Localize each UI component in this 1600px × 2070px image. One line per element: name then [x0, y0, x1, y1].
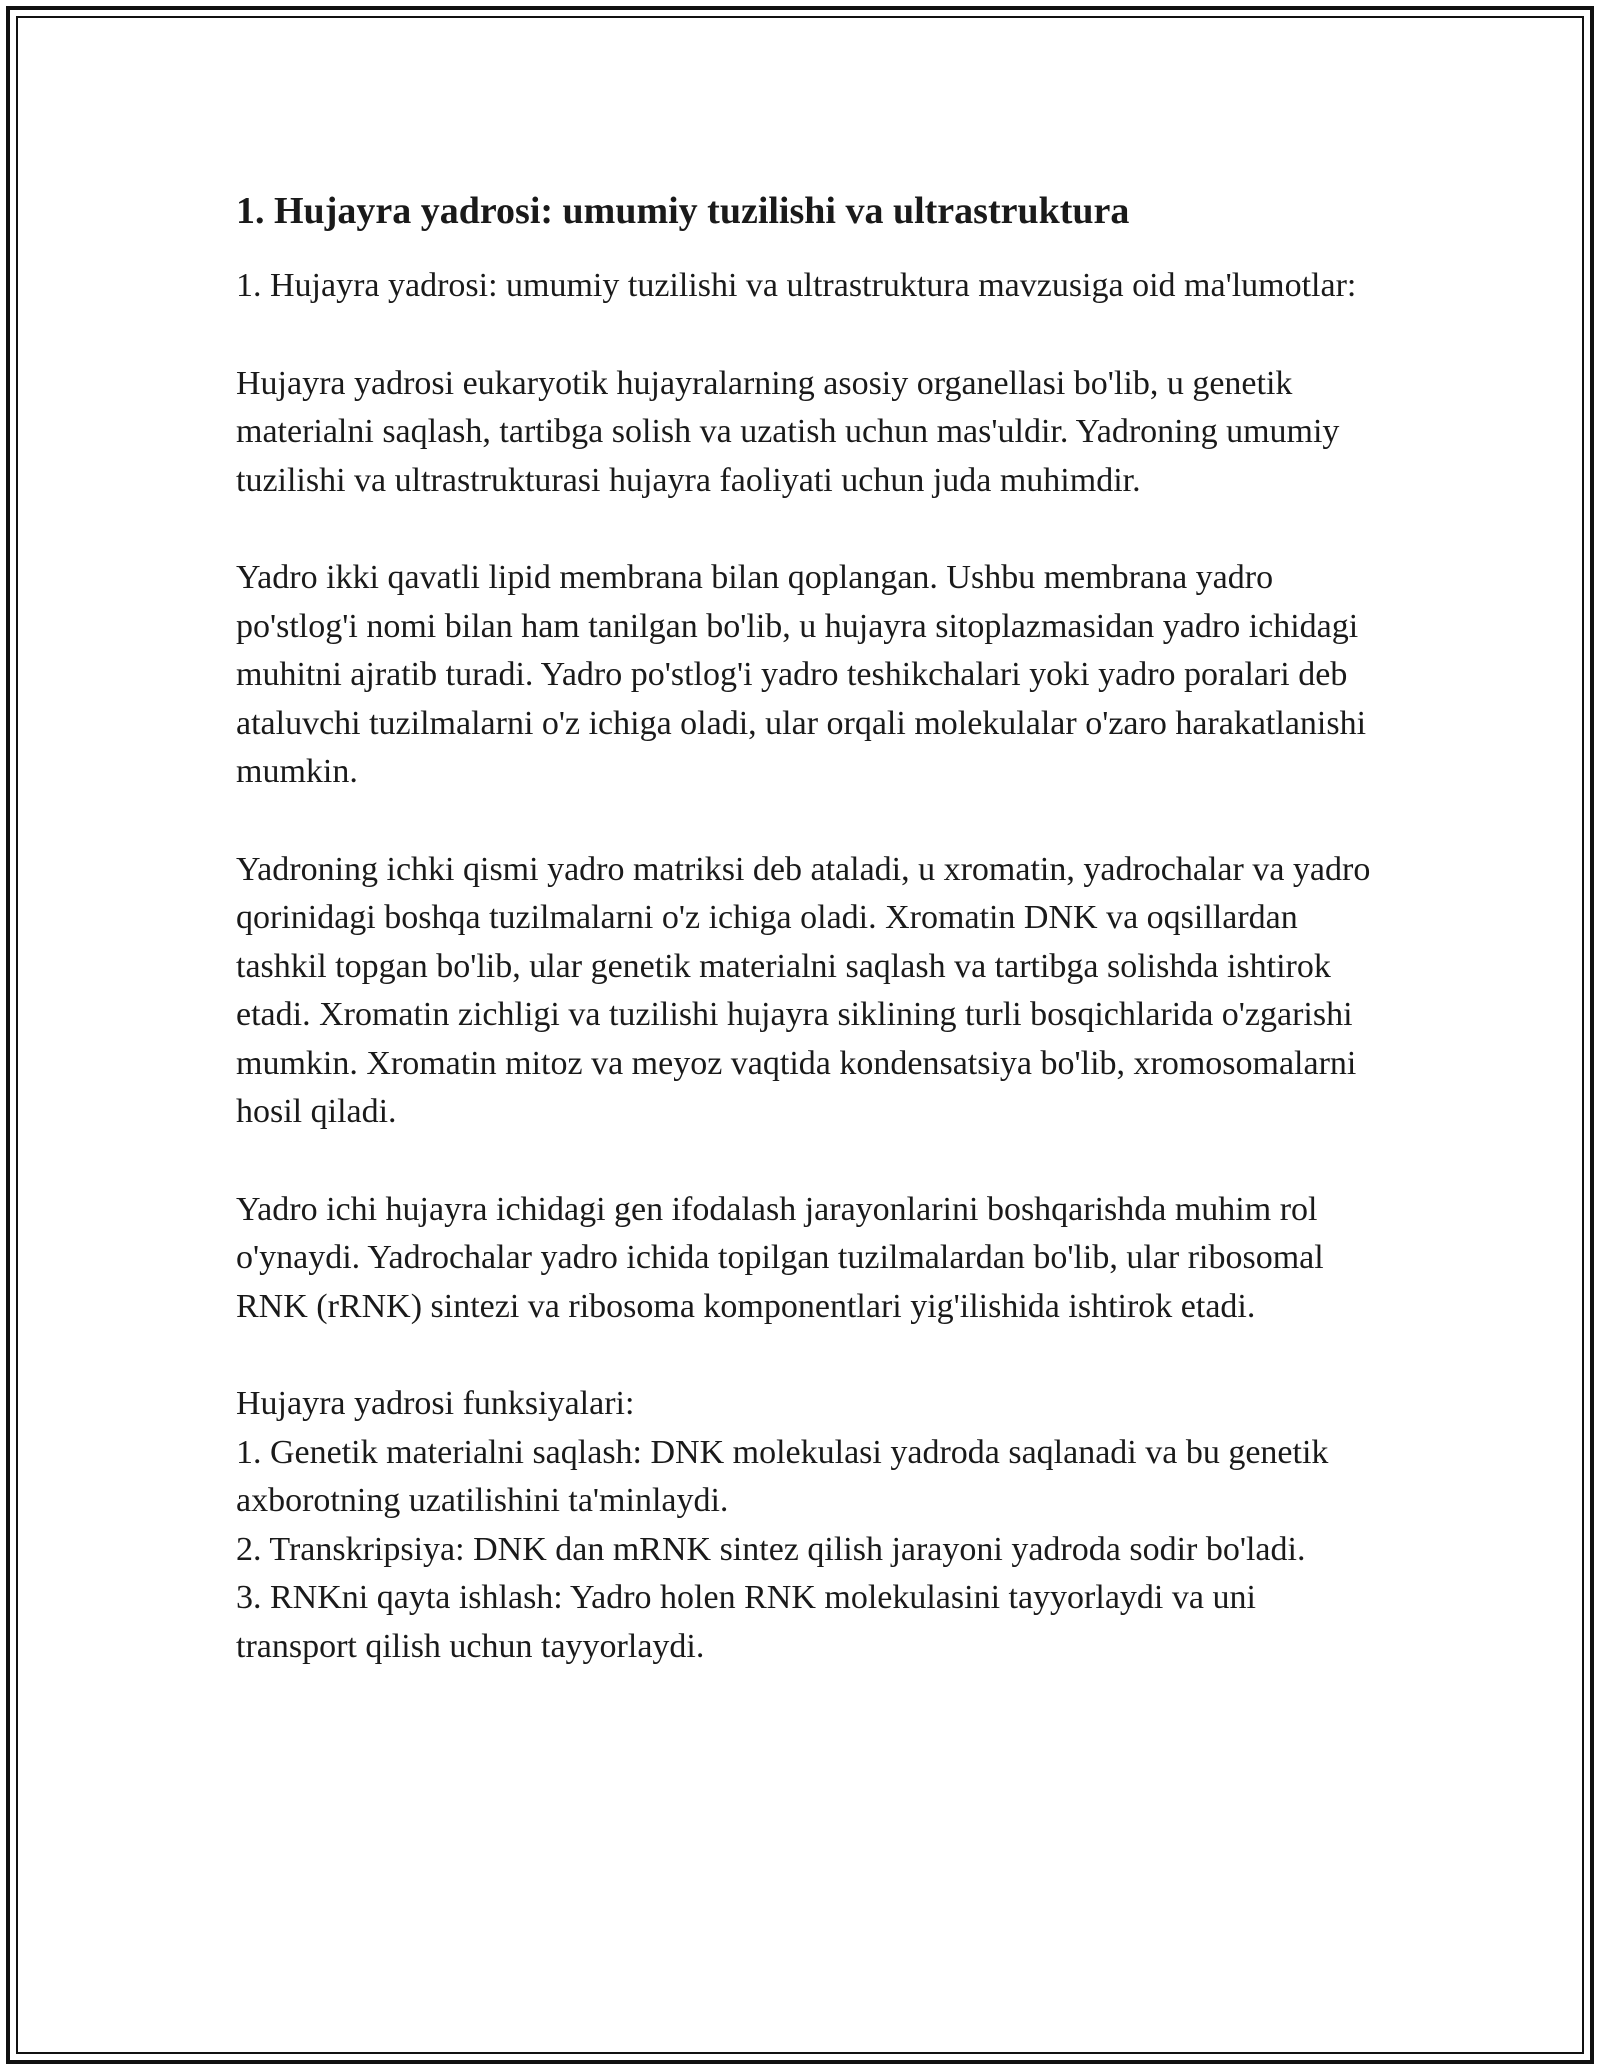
function-item: 3. RNKni qayta ishlash: Yadro holen RNK molekulasini tayyorlaydi va uni transport qilish uchun tayyorlaydi. [236, 1579, 1256, 1665]
paragraph-chromatin: Yadroning ichki qismi yadro matriksi deb ataladi, u xromatin, yadrochalar va yadro qorinidagi boshqa tuzilmalarni o'z ichiga oladi. Xromatin DNK va oqsillardan tashkil topgan bo'lib, ular genetik materialni saqlash va tartibga solishda ishtirok etadi. Xromatin zichligi va tuzilishi hujayra siklining turli bosqichlarida o'zgarishi mumkin. Xromatin mitoz va meyoz vaqtida kondensatsiya bo'lib, xromosomalarni hosil qiladi. [236, 850, 1371, 1130]
paragraph-intro: 1. Hujayra yadrosi: umumiy tuzilishi va ultrastruktura mavzusiga oid ma'lumotlar: [236, 267, 1357, 304]
function-item: 1. Genetik materialni saqlash: DNK molekulasi yadroda saqlanadi va bu genetik axborotning uzatilishini ta'minlaydi. [236, 1433, 1329, 1519]
document-title: 1. Hujayra yadrosi: umumiy tuzilishi va ultrastruktura [236, 190, 1130, 232]
paragraph-overview: Hujayra yadrosi eukaryotik hujayralarning asosiy organellasi bo'lib, u genetik materialni saqlash, tartibga solish va uzatish uchun mas'uldir. Yadroning umumiy tuzilishi va ultrastrukturasi hujayra faoliyati uchun juda muhimdir. [236, 364, 1340, 499]
paragraph-nucleolus: Yadro ichi hujayra ichidagi gen ifodalash jarayonlarini boshqarishda muhim rol o'ynaydi. Yadrochalar yadro ichida topilgan tuzilmalardan bo'lib, ular ribosomal RNK (rRNK) sintezi va ribosoma komponentlari yig'ilishida ishtirok etadi. [236, 1190, 1324, 1325]
paragraph-membrane: Yadro ikki qavatli lipid membrana bilan qoplangan. Ushbu membrana yadro po'stlog'i nomi bilan ham tanilgan bo'lib, u hujayra sitoplazmasidan yadro ichidagi muhitni ajratib turadi. Yadro po'stlog'i yadro teshikchalari yoki yadro poralari deb ataluvchi tuzilmalarni o'z ichiga oladi, ular orqali molekulalar o'zaro harakatlanishi mumkin. [236, 559, 1367, 790]
function-item: 2. Transkripsiya: DNK dan mRNK sintez qilish jarayoni yadroda sodir bo'ladi. [236, 1530, 1306, 1568]
document-body [236, 186, 1376, 1671]
functions-heading: Hujayra yadrosi funksiyalari: [236, 1385, 635, 1422]
functions-section [236, 1380, 1376, 1671]
